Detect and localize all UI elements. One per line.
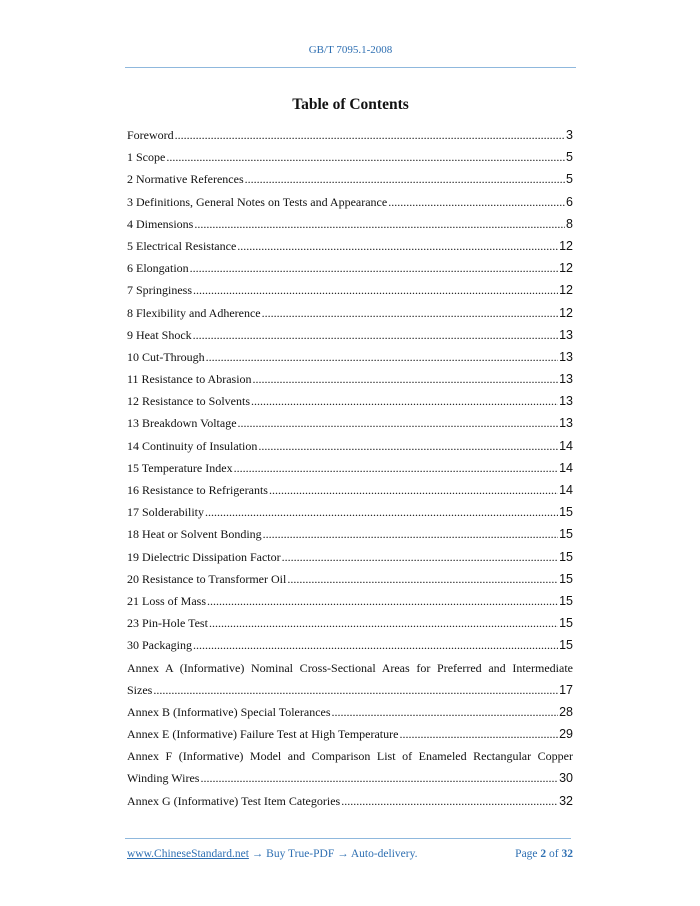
toc-entry-label: 1 Scope (127, 150, 166, 165)
page-of: of (549, 848, 559, 860)
toc-entry-label-line1: Annex A (Informative) Nominal Cross-Sectional Areas for Preferred and Intermediate (127, 660, 573, 675)
toc-entry-label: 18 Heat or Solvent Bonding (127, 527, 262, 542)
dot-leader (209, 612, 558, 634)
dot-leader (190, 257, 558, 279)
toc-entry-label: 8 Flexibility and Adherence (127, 305, 261, 320)
toc-entry[interactable] (127, 146, 573, 168)
page-current: 2 (540, 848, 547, 860)
toc-entry-page: 15 (559, 571, 573, 586)
toc-entry-page: 14 (559, 483, 573, 497)
toc-entry-page: 8 (566, 216, 573, 231)
toc-entry[interactable] (127, 790, 573, 812)
dot-leader (193, 324, 558, 346)
toc-entry[interactable] (127, 168, 573, 190)
toc-entry-label: 19 Dielectric Dissipation Factor (127, 549, 281, 564)
dot-leader (206, 346, 558, 368)
toc-entry-page: 30 (559, 771, 573, 786)
website-link[interactable]: www.ChineseStandard.net (127, 848, 249, 860)
dot-leader (245, 168, 565, 190)
dot-leader (399, 723, 558, 745)
toc-entry-label: 11 Resistance to Abrasion (127, 372, 252, 387)
toc-entry[interactable] (127, 257, 573, 279)
header-divider (125, 67, 576, 68)
page-prefix: Page (515, 848, 538, 860)
toc-entry-label: 4 Dimensions (127, 216, 194, 231)
footer-divider (125, 838, 571, 839)
toc-entry-page: 12 (559, 283, 573, 298)
dot-leader (205, 501, 558, 523)
toc-entry[interactable] (127, 634, 573, 656)
footer-promo-text: → Buy True-PDF → Auto-delivery. (248, 848, 418, 860)
toc-entry-label: Annex E (Informative) Failure Test at High Temperature (127, 727, 399, 742)
dot-leader (251, 390, 558, 412)
dot-leader (238, 412, 559, 434)
dot-leader (269, 479, 558, 501)
dot-leader (253, 368, 559, 390)
toc-entry-page: 13 (559, 372, 573, 387)
toc-entry-page: 6 (566, 194, 573, 209)
toc-entry[interactable] (127, 523, 573, 545)
toc-entry-label: 13 Breakdown Voltage (127, 416, 237, 431)
table-of-contents (127, 124, 573, 812)
toc-entry[interactable] (127, 124, 573, 146)
dot-leader (193, 634, 558, 656)
dot-leader (175, 124, 565, 146)
toc-entry-label: Annex B (Informative) Special Tolerances (127, 704, 331, 719)
toc-entry-page: 29 (559, 727, 573, 742)
dot-leader (166, 146, 565, 168)
toc-entry-page: 15 (559, 527, 573, 542)
toc-entry-label: 23 Pin-Hole Test (127, 616, 208, 631)
dot-leader (200, 767, 558, 789)
toc-entry-label: 7 Springiness (127, 283, 193, 298)
toc-entry-page: 17 (559, 682, 573, 697)
toc-entry-page: 15 (559, 616, 573, 631)
dot-leader (262, 302, 558, 324)
dot-leader (207, 590, 558, 612)
toc-entry-page: 15 (559, 505, 573, 520)
toc-entry-label: 20 Resistance to Transformer Oil (127, 571, 287, 586)
toc-entry-page: 12 (559, 238, 573, 253)
toc-entry-page: 15 (559, 593, 573, 608)
page-title: Table of Contents (292, 96, 409, 113)
toc-entry-page: 13 (559, 349, 573, 364)
toc-entry-label: 17 Solderability (127, 505, 204, 520)
toc-entry-label: 12 Resistance to Solvents (127, 394, 250, 409)
toc-entry[interactable] (127, 657, 573, 701)
toc-entry[interactable] (127, 457, 573, 479)
toc-entry[interactable] (127, 324, 573, 346)
toc-entry-label: 14 Continuity of Insulation (127, 438, 258, 453)
toc-entry-label: Sizes (127, 682, 153, 697)
toc-entry-label: Winding Wires (127, 771, 200, 786)
toc-entry-label: 21 Loss of Mass (127, 593, 207, 608)
page-number (515, 848, 573, 860)
toc-entry[interactable] (127, 612, 573, 634)
toc-entry[interactable] (127, 479, 573, 501)
toc-entry-label: 10 Cut-Through (127, 349, 205, 364)
dot-leader (194, 213, 565, 235)
dot-leader (282, 546, 558, 568)
toc-entry[interactable] (127, 723, 573, 745)
toc-entry[interactable] (127, 435, 573, 457)
dot-leader (332, 701, 559, 723)
toc-entry[interactable] (127, 279, 573, 301)
toc-entry-label-line1: Annex F (Informative) Model and Comparison List of Enameled Rectangular Copper (127, 749, 573, 764)
toc-entry[interactable] (127, 412, 573, 434)
toc-entry-page: 12 (559, 261, 573, 276)
dot-leader (388, 191, 565, 213)
dot-leader (237, 235, 558, 257)
dot-leader (263, 523, 558, 545)
toc-entry-page: 13 (559, 327, 573, 342)
toc-entry-page: 15 (559, 638, 573, 653)
toc-entry-page: 5 (566, 150, 573, 165)
toc-entry-page: 14 (559, 438, 573, 453)
toc-entry[interactable] (127, 546, 573, 568)
toc-entry-page: 13 (559, 416, 573, 431)
dot-leader (153, 679, 558, 701)
toc-entry[interactable] (127, 745, 573, 789)
dot-leader (234, 457, 559, 479)
footer-promo (127, 848, 417, 860)
toc-entry-page: 12 (559, 305, 573, 320)
toc-entry-page: 28 (559, 704, 573, 719)
toc-entry[interactable] (127, 302, 573, 324)
toc-entry[interactable] (127, 368, 573, 390)
toc-entry-label: 16 Resistance to Refrigerants (127, 483, 268, 497)
dot-leader (341, 790, 558, 812)
toc-entry[interactable] (127, 501, 573, 523)
toc-entry-label: Annex G (Informative) Test Item Categories (127, 793, 341, 808)
toc-entry-page: 3 (566, 128, 573, 142)
toc-entry[interactable] (127, 568, 573, 590)
dot-leader (287, 568, 558, 590)
toc-entry-page: 15 (559, 549, 573, 564)
toc-entry-page: 13 (559, 394, 573, 409)
toc-entry[interactable] (127, 213, 573, 235)
toc-entry-label: 6 Elongation (127, 261, 189, 276)
running-header: GB/T 7095.1-2008 (308, 44, 393, 56)
toc-entry-label: 9 Heat Shock (127, 327, 192, 342)
toc-entry[interactable] (127, 590, 573, 612)
toc-entry-page: 5 (566, 172, 573, 187)
toc-entry-label: 3 Definitions, General Notes on Tests and Appearance (127, 194, 388, 209)
toc-entry[interactable] (127, 191, 573, 213)
toc-entry-label: 2 Normative References (127, 172, 244, 187)
dot-leader (258, 435, 558, 457)
toc-entry-label: Foreword (127, 128, 174, 142)
toc-entry-label: 30 Packaging (127, 638, 192, 653)
toc-entry[interactable] (127, 346, 573, 368)
page-footer (127, 848, 573, 860)
toc-entry-label: 5 Electrical Resistance (127, 238, 237, 253)
toc-entry-label: 15 Temperature Index (127, 460, 233, 475)
toc-entry-page: 14 (559, 460, 573, 475)
toc-entry[interactable] (127, 235, 573, 257)
toc-entry[interactable] (127, 390, 573, 412)
page-total: 32 (561, 848, 573, 860)
toc-entry[interactable] (127, 701, 573, 723)
dot-leader (193, 279, 558, 301)
toc-entry-page: 32 (559, 793, 573, 808)
